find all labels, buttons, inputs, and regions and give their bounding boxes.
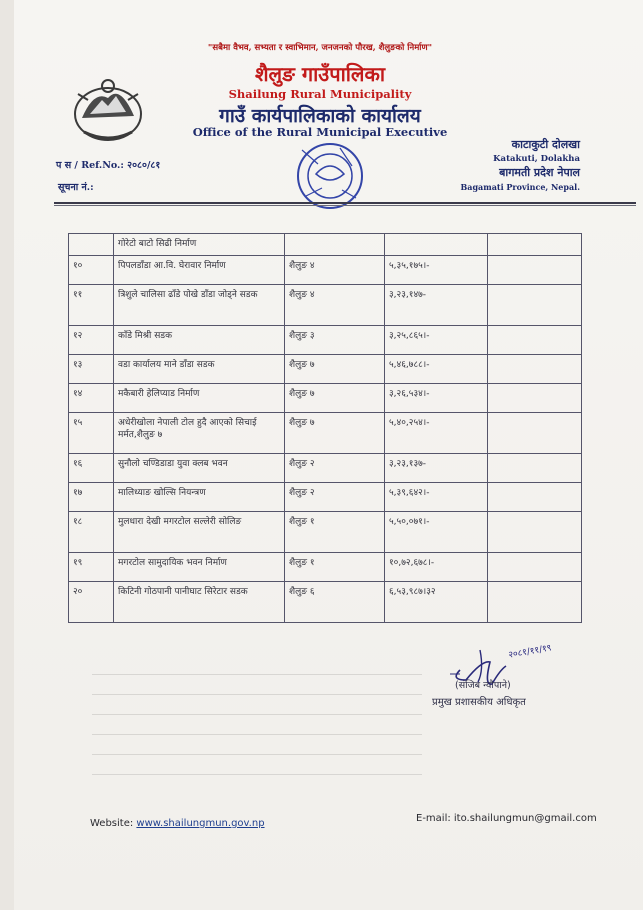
ward-cell bbox=[285, 234, 385, 256]
table-row bbox=[69, 326, 582, 355]
work-name-cell: किटिनी गोठपानी पानीघाट सिरेटार सडक bbox=[114, 582, 285, 623]
serial-cell: १७ bbox=[69, 483, 114, 512]
signatory-name: (संजिब न्यौपाने) bbox=[455, 680, 511, 691]
ward-cell: शैलुङ ४ bbox=[285, 285, 385, 326]
amount-cell: ३,२६,५३४।- bbox=[385, 384, 488, 413]
remarks-cell bbox=[488, 326, 582, 355]
ward-cell: शैलुङ १ bbox=[285, 553, 385, 582]
serial-cell: १९ bbox=[69, 553, 114, 582]
remarks-cell bbox=[488, 582, 582, 623]
serial-cell bbox=[69, 234, 114, 256]
table-row bbox=[69, 285, 582, 326]
works-table bbox=[68, 233, 582, 623]
remarks-cell bbox=[488, 285, 582, 326]
ward-cell: शैलुङ २ bbox=[285, 454, 385, 483]
address-line-3: बागमती प्रदेश नेपाल bbox=[499, 166, 580, 179]
address-line-2: Katakuti, Dolakha bbox=[493, 154, 580, 164]
slogan: "सबैमा वैभव, सभ्यता र स्वाभिमान, जनजनको पौरख, शैलुङको निर्माण" bbox=[207, 43, 433, 53]
reference-number: प स / Ref.No.: २०८०/८१ bbox=[56, 160, 161, 171]
notice-number: सूचना नं.: bbox=[58, 182, 94, 193]
work-name-cell: गोरेटो बाटो सिढी निर्माण bbox=[114, 234, 285, 256]
serial-cell: १४ bbox=[69, 384, 114, 413]
remarks-cell bbox=[488, 234, 582, 256]
table-row bbox=[69, 355, 582, 384]
table-row bbox=[69, 553, 582, 582]
remarks-cell bbox=[488, 413, 582, 454]
table-row bbox=[69, 582, 582, 623]
work-name-cell: मकैबारी हेलिप्याड निर्माण bbox=[114, 384, 285, 413]
table-row bbox=[69, 256, 582, 285]
amount-cell: ५,५०,०७१।- bbox=[385, 512, 488, 553]
work-name-cell: मुलधारा देखी मगरटोल सल्लेरी सोलिङ bbox=[114, 512, 285, 553]
serial-cell: ११ bbox=[69, 285, 114, 326]
table-row bbox=[69, 483, 582, 512]
header-divider-thin bbox=[54, 205, 636, 206]
email: E-mail: ito.shailungmun@gmail.com bbox=[416, 813, 597, 824]
amount-cell: ५,४०,२५४।- bbox=[385, 413, 488, 454]
remarks-cell bbox=[488, 483, 582, 512]
amount-cell: ३,२३,१४७- bbox=[385, 285, 488, 326]
amount-cell bbox=[385, 234, 488, 256]
ward-cell: शैलुङ ७ bbox=[285, 384, 385, 413]
table-row bbox=[69, 454, 582, 483]
address-line-1: काटाकुटी दोलखा bbox=[511, 138, 580, 151]
ward-cell: शैलुङ ३ bbox=[285, 326, 385, 355]
serial-cell: १२ bbox=[69, 326, 114, 355]
office-name-english: Office of the Rural Municipal Executive bbox=[192, 125, 448, 139]
remarks-cell bbox=[488, 454, 582, 483]
ward-cell: शैलुङ १ bbox=[285, 512, 385, 553]
ward-cell: शैलुङ २ bbox=[285, 483, 385, 512]
ward-cell: शैलुङ ७ bbox=[285, 413, 385, 454]
work-name-cell: सुनौलो चण्डिडाडा युवा क्लब भवन bbox=[114, 454, 285, 483]
amount-cell: १०,७२,६७८।- bbox=[385, 553, 488, 582]
ward-cell: शैलुङ ४ bbox=[285, 256, 385, 285]
signatory-title: प्रमुख प्रशासकीय अधिकृत bbox=[432, 697, 526, 708]
work-name-cell: मालिध्याङ खोल्सि नियन्त्रण bbox=[114, 483, 285, 512]
remarks-cell bbox=[488, 512, 582, 553]
serial-cell: १३ bbox=[69, 355, 114, 384]
work-name-cell: त्रिशुले चालिसा ढाँडे पोखे डाँडा जोड्ने सडक bbox=[114, 285, 285, 326]
remarks-cell bbox=[488, 384, 582, 413]
amount-cell: ५,३५,१७५।- bbox=[385, 256, 488, 285]
serial-cell: १६ bbox=[69, 454, 114, 483]
address-line-4: Bagamati Province, Nepal. bbox=[460, 182, 580, 192]
signature-date: २०८१/११/१९ bbox=[507, 643, 553, 661]
amount-cell: ३,२५,८६५।- bbox=[385, 326, 488, 355]
header-divider bbox=[54, 202, 636, 204]
remarks-cell bbox=[488, 256, 582, 285]
table-row bbox=[69, 413, 582, 454]
amount-cell: ५,४६,७८८।- bbox=[385, 355, 488, 384]
nepal-emblem-icon bbox=[68, 74, 148, 146]
work-name-cell: मगरटोल सामुदायिक भवन निर्माण bbox=[114, 553, 285, 582]
ward-cell: शैलुङ ७ bbox=[285, 355, 385, 384]
remarks-cell bbox=[488, 355, 582, 384]
amount-cell: ५,३९,६४२।- bbox=[385, 483, 488, 512]
work-name-cell: पिपलडाँडा आ.वि. घेरावार निर्माण bbox=[114, 256, 285, 285]
municipality-name-english: Shailung Rural Municipality bbox=[228, 87, 412, 101]
table-row bbox=[69, 512, 582, 553]
bleed-through-lines bbox=[92, 655, 422, 775]
serial-cell: १५ bbox=[69, 413, 114, 454]
serial-cell: २० bbox=[69, 582, 114, 623]
serial-cell: १० bbox=[69, 256, 114, 285]
work-name-cell: काँडे मिश्री सडक bbox=[114, 326, 285, 355]
work-name-cell: अधेरीखोला नेपाली टोल हुदै आएको सिचाई मर्मत,शैलुङ ७ bbox=[114, 413, 285, 454]
amount-cell: ३,२३,१३७- bbox=[385, 454, 488, 483]
amount-cell: ६,५३,९८७।३२ bbox=[385, 582, 488, 623]
serial-cell: १८ bbox=[69, 512, 114, 553]
website-link[interactable]: www.shailungmun.gov.np bbox=[136, 818, 265, 829]
remarks-cell bbox=[488, 553, 582, 582]
work-name-cell: वडा कार्यालय माने डाँडा सडक bbox=[114, 355, 285, 384]
table-row bbox=[69, 234, 582, 256]
municipality-name-nepali: शैलुङ गाउँपालिका bbox=[254, 62, 386, 86]
website-label: Website: bbox=[90, 818, 134, 829]
website bbox=[90, 818, 265, 829]
scan-edge bbox=[0, 0, 14, 910]
office-name-nepali: गाउँ कार्यपालिकाको कार्यालय bbox=[219, 105, 421, 127]
office-address bbox=[440, 137, 580, 192]
ward-cell: शैलुङ ६ bbox=[285, 582, 385, 623]
table-row bbox=[69, 384, 582, 413]
